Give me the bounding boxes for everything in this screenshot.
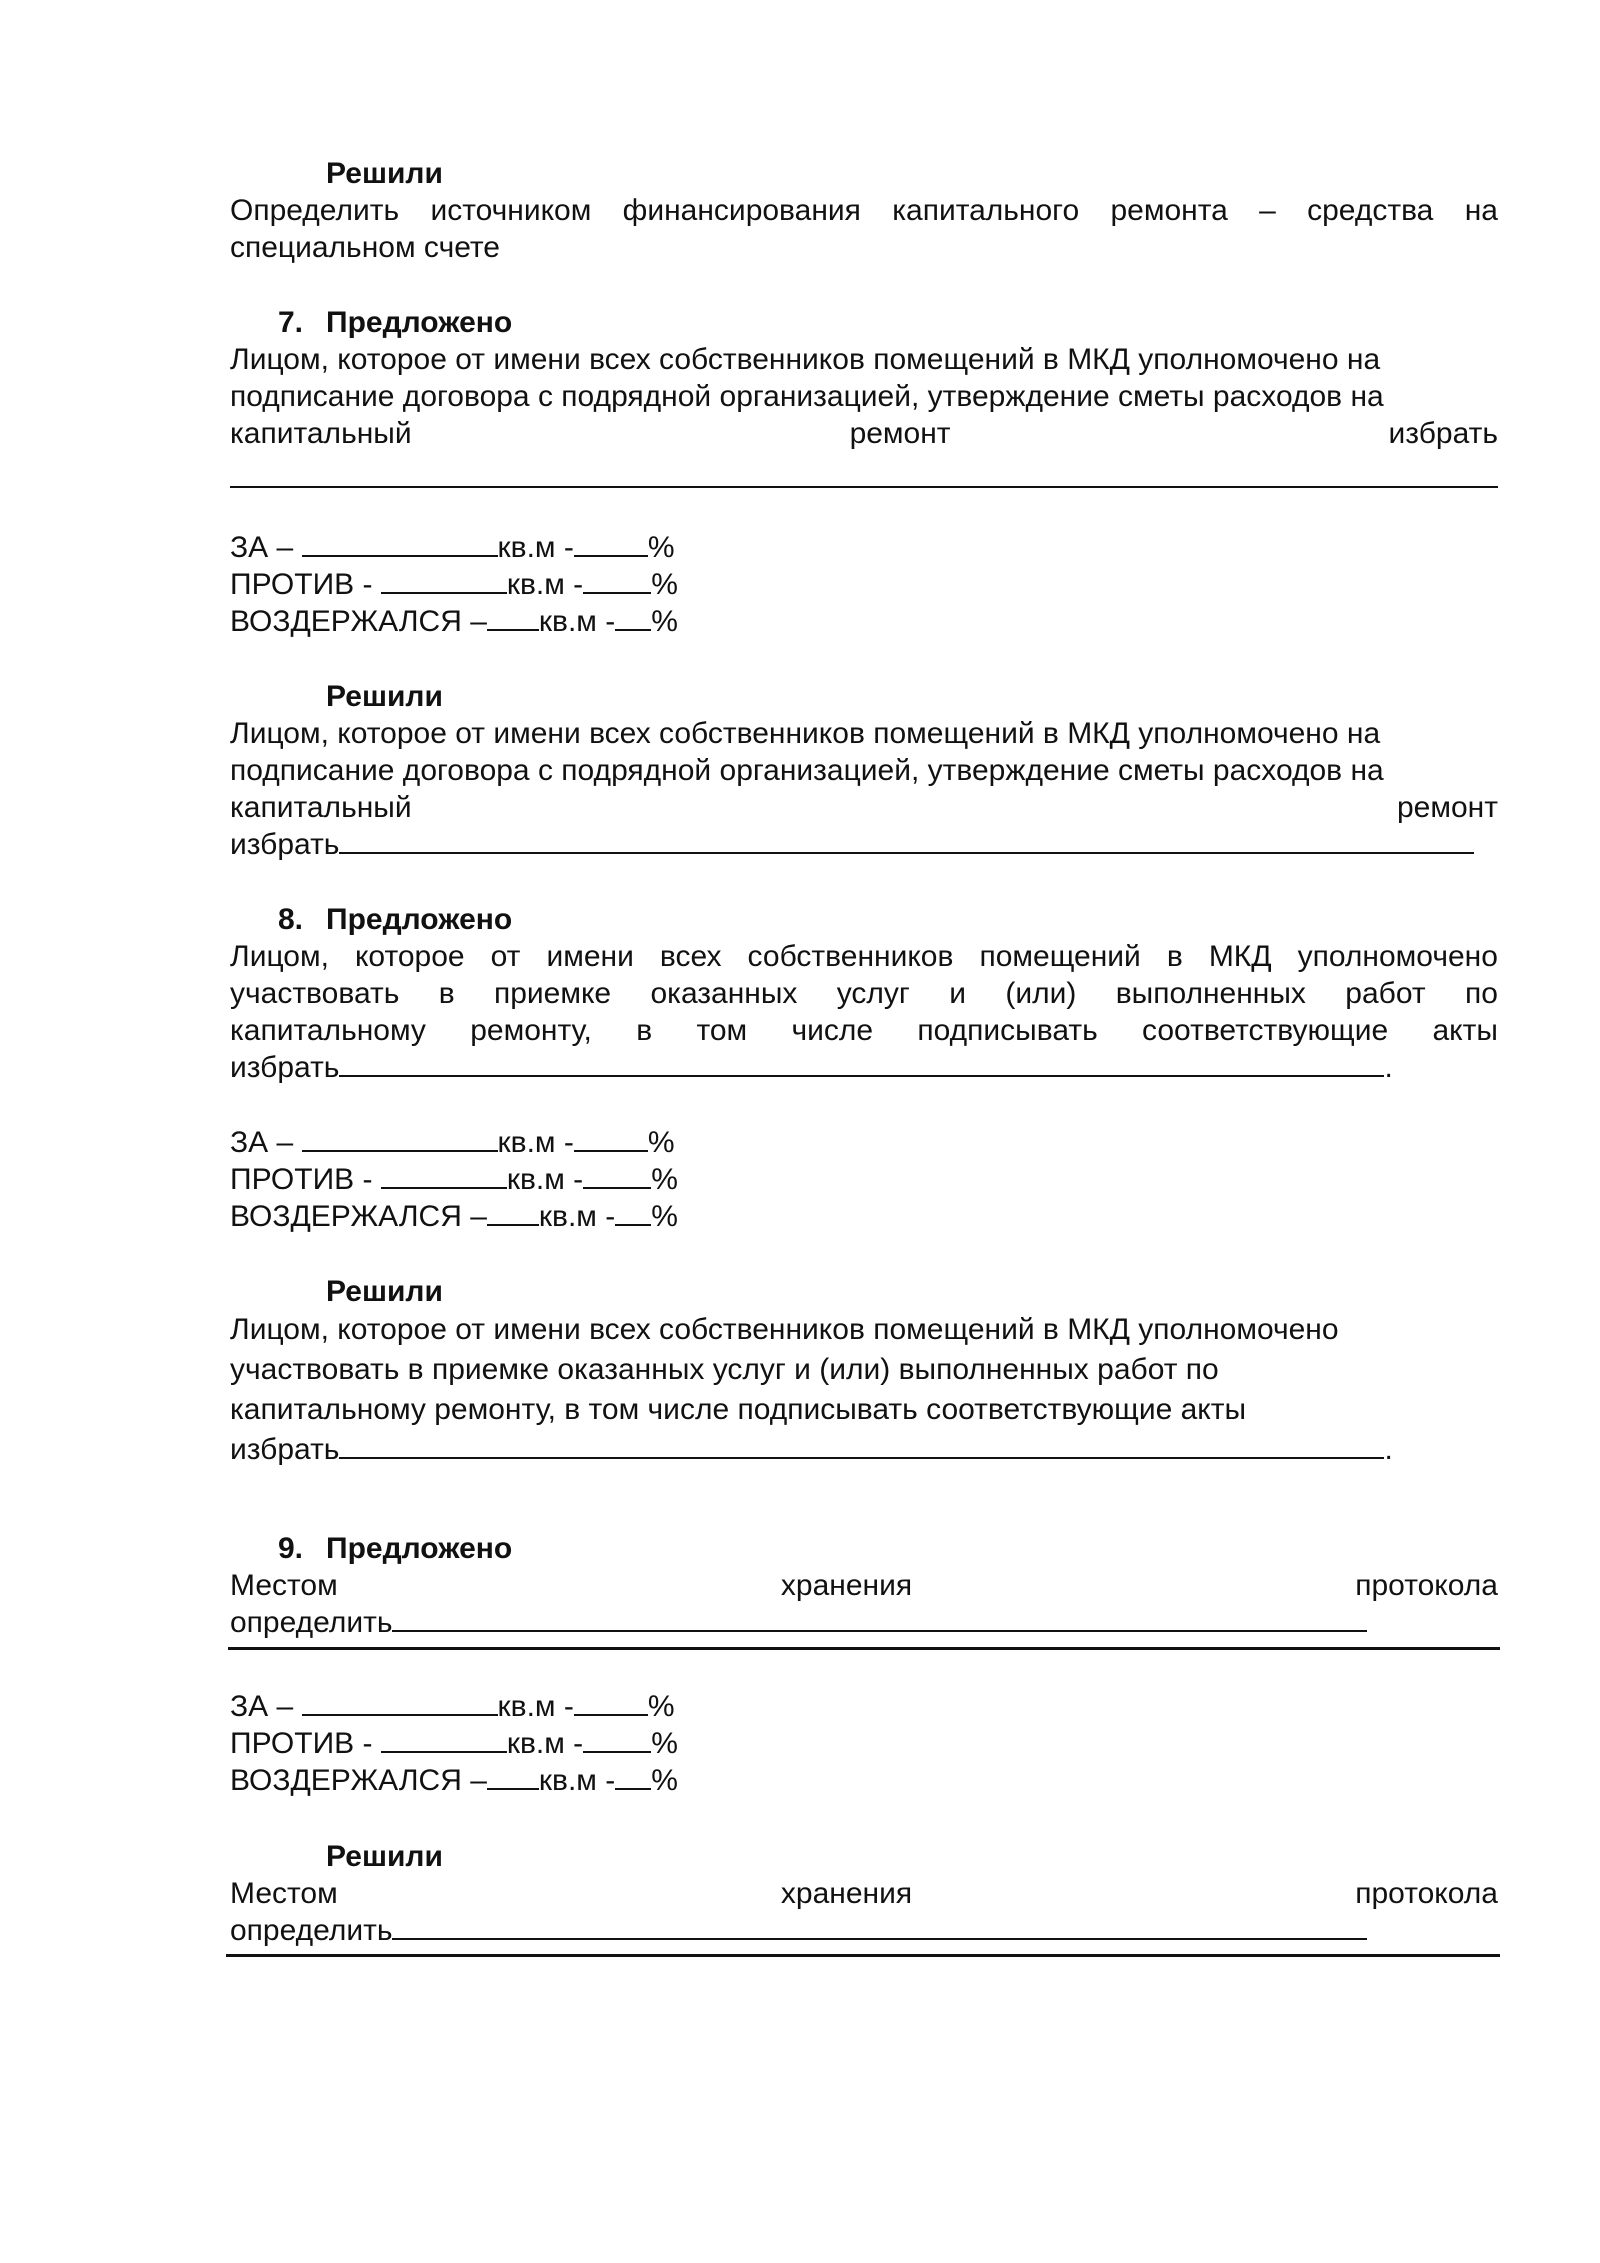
s8-decided-line-2: участвовать в приемке оказанных услуг и (или) выполненных работ по (230, 1353, 1219, 1386)
s9-proposed-rule (228, 1647, 1500, 1650)
s8-proposed-line-3: капитальному ремонту, в том числе подписывать соответствующие акты (230, 1014, 1498, 1047)
s7-decided-line-2: подписание договора с подрядной организацией, утверждение сметы расходов на (230, 754, 1384, 787)
s7-vote-for: ЗА – кв.м - % (230, 531, 675, 564)
s8-decided-heading: Решили (326, 1275, 443, 1308)
s7-fill-line (230, 486, 1498, 488)
s9-number: 9. (278, 1532, 304, 1565)
s9-decided-rule (226, 1954, 1500, 1957)
s8-vote-against: ПРОТИВ - кв.м - % (230, 1163, 678, 1196)
s8-decided-line-1: Лицом, которое от имени всех собственников помещений в МКД уполномочено (230, 1313, 1339, 1346)
s8-proposed-line-1: Лицом, которое от имени всех собственников помещений в МКД уполномочено (230, 940, 1498, 973)
s8-number: 8. (278, 903, 304, 936)
s8-decided-line-4: избрать . (230, 1433, 1393, 1466)
s9-proposed-line-1: Местом хранения протокола (230, 1569, 1498, 1602)
s6-decided-heading: Решили (326, 157, 443, 190)
s7-vote-against: ПРОТИВ - кв.м - % (230, 568, 678, 601)
s8-vote-abstain: ВОЗДЕРЖАЛСЯ – кв.м - % (230, 1200, 678, 1233)
s7-decided-heading: Решили (326, 680, 443, 713)
s7-proposed-line-3: капитальный ремонт избрать (230, 417, 1498, 450)
s9-vote-abstain: ВОЗДЕРЖАЛСЯ – кв.м - % (230, 1764, 678, 1797)
s7-decided-line-3: капитальный ремонт (230, 791, 1498, 824)
s9-vote-for: ЗА – кв.м - % (230, 1690, 675, 1723)
s9-proposed-heading: Предложено (326, 1532, 513, 1565)
s9-vote-against: ПРОТИВ - кв.м - % (230, 1727, 678, 1760)
s7-proposed-heading: Предложено (326, 306, 513, 339)
s9-proposed-line-2: определить (230, 1604, 1367, 1641)
s8-proposed-heading: Предложено (326, 903, 513, 936)
s8-decided-line-3: капитальному ремонту, в том числе подписывать соответствующие акты (230, 1393, 1247, 1426)
s8-proposed-line-4: избрать . (230, 1051, 1393, 1084)
s7-decided-line-4: избрать (230, 826, 1474, 863)
s7-decided-line-1: Лицом, которое от имени всех собственников помещений в МКД уполномочено на (230, 717, 1381, 750)
s8-vote-for: ЗА – кв.м - % (230, 1126, 675, 1159)
s6-decided-line-1: Определить источником финансирования капитального ремонта – средства на (230, 194, 1498, 227)
s7-vote-abstain: ВОЗДЕРЖАЛСЯ – кв.м - % (230, 605, 678, 638)
s7-proposed-line-2: подписание договора с подрядной организацией, утверждение сметы расходов на (230, 380, 1384, 413)
s9-decided-heading: Решили (326, 1840, 443, 1873)
s7-number: 7. (278, 306, 304, 339)
s6-decided-line-2: специальном счете (230, 231, 500, 264)
s7-proposed-line-1: Лицом, которое от имени всех собственников помещений в МКД уполномочено на (230, 343, 1381, 376)
s9-decided-line-1: Местом хранения протокола (230, 1877, 1498, 1910)
s9-decided-line-2: определить (230, 1912, 1367, 1949)
s8-proposed-line-2: участвовать в приемке оказанных услуг и (или) выполненных работ по (230, 977, 1498, 1010)
